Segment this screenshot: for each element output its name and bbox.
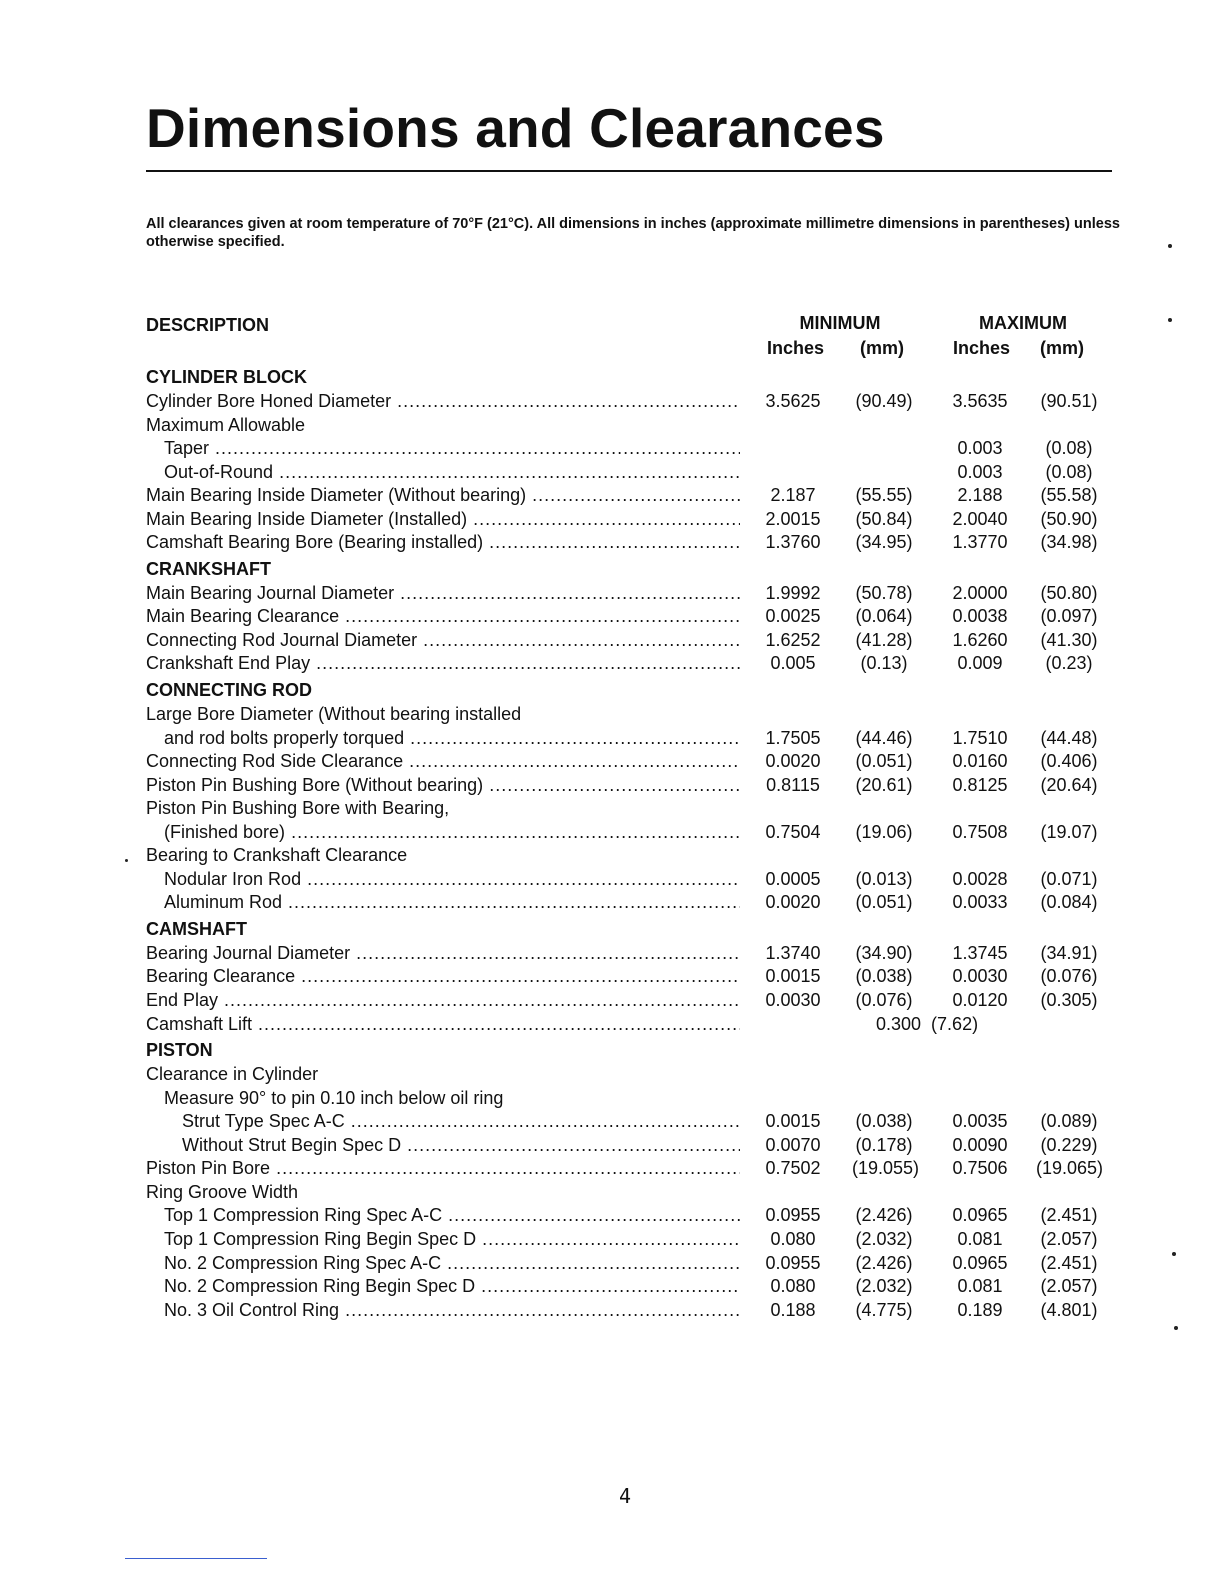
table-row [146, 1110, 1106, 1134]
min-inches-cell: 0.0015 [765, 966, 821, 987]
min-mm-cell: (90.49) [855, 391, 913, 411]
row-description: Strut Type Spec A-C ..... [146, 1110, 740, 1134]
row-description: Out-of-Round ..... [146, 461, 740, 485]
min-mm-cell: (0.038) [855, 966, 913, 987]
max-inches-cell: 0.0090 [952, 1134, 1008, 1155]
max-mm-cell: (0.089) [1040, 1111, 1098, 1132]
max-inches-cell: 0.003 [957, 461, 1003, 482]
footer-rule [125, 1558, 267, 1559]
min-mm-cell: (2.032) [855, 1228, 913, 1249]
section-heading-row [146, 678, 1106, 703]
max-inches-cell: 0.0035 [952, 1111, 1008, 1132]
max-inches-cell: 0.0160 [952, 751, 1008, 772]
table-row [146, 989, 1106, 1013]
min-inches-cell: 0.8115 [766, 774, 820, 795]
min-inches-cell: 2.187 [770, 485, 816, 506]
min-mm-cell: (0.076) [855, 990, 913, 1011]
table-row [146, 390, 1106, 414]
header-min-mm: (mm) [860, 338, 904, 358]
row-description: Measure 90° to pin 0.10 inch below oil ring [164, 1087, 504, 1108]
max-inches-cell: 0.8125 [952, 774, 1008, 795]
max-inches-cell: 0.7508 [952, 821, 1008, 842]
section-heading-row [146, 917, 1106, 942]
row-description: Main Bearing Clearance ..... [146, 605, 740, 629]
min-inches-cell: 0.0020 [765, 751, 821, 772]
min-mm-cell: (50.78) [855, 582, 913, 603]
section-heading: CAMSHAFT [146, 918, 247, 939]
max-mm-cell: (0.071) [1040, 868, 1098, 889]
table-row [146, 797, 1106, 821]
table-row [146, 1063, 1106, 1087]
min-mm-cell: (4.775) [855, 1299, 913, 1320]
page-title: Dimensions and Clearances [146, 97, 885, 159]
max-mm-cell: (55.58) [1040, 485, 1098, 506]
max-inches-cell: 1.7510 [952, 727, 1008, 748]
table-row [146, 461, 1106, 485]
max-inches-cell: 0.0965 [952, 1205, 1008, 1226]
row-description: Crankshaft End Play ..... [146, 652, 740, 676]
max-inches-cell: 0.0038 [952, 606, 1008, 627]
spec-table [146, 365, 1106, 1322]
table-row [146, 437, 1106, 461]
max-inches-cell: 0.009 [957, 653, 1003, 674]
min-inches-cell: 0.0025 [765, 606, 821, 627]
row-description: and rod bolts properly torqued ..... [146, 727, 740, 751]
max-mm-cell: (34.98) [1040, 532, 1098, 553]
row-description: Connecting Rod Side Clearance ..... [146, 750, 740, 774]
header-min-inches: Inches [767, 338, 825, 358]
table-row [146, 821, 1106, 845]
header-minimum: MINIMUM [799, 313, 881, 333]
section-heading: CONNECTING ROD [146, 680, 312, 701]
header-max-mm: (mm) [1040, 338, 1084, 358]
row-description: Piston Pin Bushing Bore with Bearing, [146, 798, 450, 819]
row-description: Camshaft Lift ..... [146, 1013, 740, 1037]
section-heading: CRANKSHAFT [146, 558, 271, 579]
table-row [146, 1181, 1106, 1205]
max-mm-cell: (19.07) [1040, 821, 1098, 842]
min-inches-cell: 0.080 [770, 1228, 816, 1249]
max-inches-cell: 3.5635 [952, 391, 1008, 411]
max-mm-cell: (0.229) [1040, 1134, 1098, 1155]
max-mm-cell: (2.451) [1040, 1252, 1098, 1273]
row-description: End Play ..... [146, 989, 740, 1013]
table-row [146, 1252, 1106, 1276]
row-description: Without Strut Begin Spec D ..... [146, 1134, 740, 1158]
max-mm-cell: (2.451) [1040, 1205, 1098, 1226]
max-inches-cell: 2.0000 [952, 582, 1008, 603]
table-row [146, 891, 1106, 915]
row-description: Aluminum Rod ..... [146, 891, 740, 915]
table-row [146, 844, 1106, 868]
table-row [146, 1299, 1106, 1323]
scan-speck [1168, 318, 1172, 322]
table-row [146, 942, 1106, 966]
row-description: Nodular Iron Rod ..... [146, 868, 740, 892]
table-row [146, 1204, 1106, 1228]
table-row [146, 1157, 1106, 1181]
table-row [146, 629, 1106, 653]
row-description: Bearing Clearance ..... [146, 965, 740, 989]
table-row [146, 652, 1106, 676]
min-mm-cell: (44.46) [855, 727, 913, 748]
table-row [146, 531, 1106, 555]
row-description: Camshaft Bearing Bore (Bearing installed) ..... [146, 531, 740, 555]
row-description: Cylinder Bore Honed Diameter ..... [146, 390, 740, 414]
title-rule [146, 170, 1112, 172]
min-inches-cell: 0.080 [770, 1276, 816, 1297]
min-mm-cell: (20.61) [855, 774, 913, 795]
intro-note: All clearances given at room temperature of 70°F (21°C). All dimensions in inches (approximate millimetre dimensions in parentheses) unless otherwise specified. [146, 216, 1120, 250]
row-description: Top 1 Compression Ring Begin Spec D ..... [146, 1228, 740, 1252]
max-mm-cell: (0.406) [1040, 751, 1098, 772]
max-mm-cell: (4.801) [1040, 1299, 1098, 1320]
min-inches-cell: 0.0030 [765, 990, 821, 1011]
max-mm-cell: (50.90) [1040, 508, 1098, 529]
max-mm-cell: (44.48) [1040, 727, 1098, 748]
max-inches-cell: 0.0965 [952, 1252, 1008, 1273]
max-inches-cell: 0.081 [957, 1228, 1003, 1249]
min-inches-cell: 1.3760 [765, 532, 821, 553]
min-inches-cell: 3.5625 [765, 391, 821, 411]
header-description: DESCRIPTION [146, 315, 270, 335]
min-mm-cell: (0.013) [855, 868, 913, 889]
row-description: Piston Pin Bushing Bore (Without bearing) ..... [146, 774, 740, 798]
row-description: Piston Pin Bore ..... [146, 1157, 740, 1181]
min-mm-cell: (50.84) [855, 508, 913, 529]
max-inches-cell: 1.6260 [952, 629, 1008, 650]
scan-speck [125, 859, 128, 862]
row-description: Main Bearing Inside Diameter (Installed) ..... [146, 508, 740, 532]
table-row [146, 1087, 1106, 1111]
max-inches-cell: 1.3745 [952, 942, 1008, 963]
max-inches-cell: 0.0028 [952, 868, 1008, 889]
min-inches-cell: 0.188 [770, 1299, 816, 1320]
min-inches-cell: 2.0015 [765, 508, 821, 529]
section-heading-row [146, 1038, 1106, 1063]
min-mm-cell: (34.95) [855, 532, 913, 553]
min-mm-cell: (0.051) [855, 892, 913, 913]
scan-speck [1174, 1326, 1178, 1330]
row-description: Large Bore Diameter (Without bearing installed [146, 704, 522, 725]
max-inches-cell: 0.003 [957, 438, 1003, 459]
table-row [146, 965, 1106, 989]
table-row [146, 703, 1106, 727]
min-inches-cell: 0.0955 [765, 1205, 821, 1226]
max-mm-cell: (90.51) [1040, 391, 1098, 411]
min-mm-cell: (0.038) [855, 1111, 913, 1132]
min-mm-cell: (0.178) [855, 1134, 913, 1155]
min-inches-cell: 1.3740 [765, 942, 821, 963]
min-mm-cell: (0.13) [860, 653, 908, 674]
table-row [146, 750, 1106, 774]
section-heading: CYLINDER BLOCK [146, 367, 307, 387]
max-inches-cell: 2.188 [957, 485, 1003, 506]
row-description: Top 1 Compression Ring Spec A-C ..... [146, 1204, 740, 1228]
table-row [146, 414, 1106, 438]
min-mm-cell: (41.28) [855, 629, 913, 650]
max-inches-cell: 0.0033 [952, 892, 1008, 913]
min-mm-cell: (2.426) [855, 1205, 913, 1226]
min-inches-cell: 0.7504 [765, 821, 821, 842]
scan-speck [1168, 244, 1172, 248]
max-mm-cell: (20.64) [1040, 774, 1098, 795]
section-heading-row [146, 365, 1106, 390]
min-mm-cell: (2.032) [855, 1276, 913, 1297]
row-description: Ring Groove Width [146, 1181, 299, 1202]
max-mm-cell: (0.084) [1040, 892, 1098, 913]
page-number: 4 [618, 1484, 632, 1508]
row-description: No. 2 Compression Ring Begin Spec D ..... [146, 1275, 740, 1299]
table-row [146, 1134, 1106, 1158]
section-heading: PISTON [146, 1040, 213, 1061]
scan-speck [1172, 1252, 1176, 1256]
row-description: Main Bearing Journal Diameter ..... [146, 582, 740, 606]
min-inches-cell: 1.6252 [765, 629, 821, 650]
max-inches-cell: 0.7506 [952, 1158, 1008, 1179]
min-mm-cell: (2.426) [855, 1252, 913, 1273]
min-inches-cell: 0.0005 [765, 868, 821, 889]
max-mm-cell: (0.08) [1045, 461, 1093, 482]
min-mm-cell: (19.06) [855, 821, 913, 842]
min-mm-cell: (34.90) [855, 942, 913, 963]
min-inches-cell: 0.005 [770, 653, 816, 674]
min-inches-cell: 0.0070 [765, 1134, 821, 1155]
max-mm-cell: (0.23) [1045, 653, 1093, 674]
spanning-value-cell: 0.300 (7.62) [876, 1013, 979, 1034]
min-inches-cell: 1.7505 [765, 727, 821, 748]
max-mm-cell: (2.057) [1040, 1228, 1098, 1249]
max-inches-cell: 2.0040 [952, 508, 1008, 529]
min-inches-cell: 1.9992 [765, 582, 821, 603]
min-mm-cell: (0.064) [855, 606, 913, 627]
min-inches-cell: 0.0955 [765, 1252, 821, 1273]
max-mm-cell: (34.91) [1040, 942, 1098, 963]
min-mm-cell: (55.55) [855, 485, 913, 506]
max-mm-cell: (0.097) [1040, 606, 1098, 627]
table-row [146, 1275, 1106, 1299]
min-mm-cell: (0.051) [855, 751, 913, 772]
table-row [146, 605, 1106, 629]
row-description: Clearance in Cylinder [146, 1064, 319, 1085]
min-inches-cell: 0.7502 [765, 1158, 821, 1179]
row-description: No. 2 Compression Ring Spec A-C ..... [146, 1252, 740, 1276]
max-mm-cell: (19.065) [1036, 1158, 1104, 1179]
row-description: (Finished bore) ..... [146, 821, 740, 845]
table-row [146, 508, 1106, 532]
row-description: Bearing Journal Diameter ..... [146, 942, 740, 966]
table-row [146, 1013, 1106, 1037]
section-heading-row [146, 557, 1106, 582]
max-mm-cell: (2.057) [1040, 1276, 1098, 1297]
row-description: Taper ..... [146, 437, 740, 461]
min-mm-cell: (19.055) [852, 1158, 920, 1179]
table-row [146, 727, 1106, 751]
max-inches-cell: 1.3770 [952, 532, 1008, 553]
header-maximum: MAXIMUM [979, 313, 1067, 333]
table-row [146, 582, 1106, 606]
row-description: Connecting Rod Journal Diameter ..... [146, 629, 740, 653]
min-inches-cell: 0.0015 [765, 1111, 821, 1132]
max-mm-cell: (0.305) [1040, 990, 1098, 1011]
max-inches-cell: 0.081 [957, 1276, 1003, 1297]
row-description: Bearing to Crankshaft Clearance [146, 845, 408, 866]
max-inches-cell: 0.0030 [952, 966, 1008, 987]
min-inches-cell: 0.0020 [765, 892, 821, 913]
row-description: Maximum Allowable [146, 414, 306, 435]
max-mm-cell: (50.80) [1040, 582, 1098, 603]
table-row [146, 1228, 1106, 1252]
max-mm-cell: (0.076) [1040, 966, 1098, 987]
table-row [146, 774, 1106, 798]
max-mm-cell: (0.08) [1045, 438, 1093, 459]
row-description: Main Bearing Inside Diameter (Without bearing) ..... [146, 484, 740, 508]
table-row [146, 868, 1106, 892]
max-mm-cell: (41.30) [1040, 629, 1098, 650]
table-row [146, 484, 1106, 508]
header-max-inches: Inches [953, 338, 1011, 358]
max-inches-cell: 0.0120 [952, 990, 1008, 1011]
max-inches-cell: 0.189 [957, 1299, 1003, 1320]
row-description: No. 3 Oil Control Ring ..... [146, 1299, 740, 1323]
